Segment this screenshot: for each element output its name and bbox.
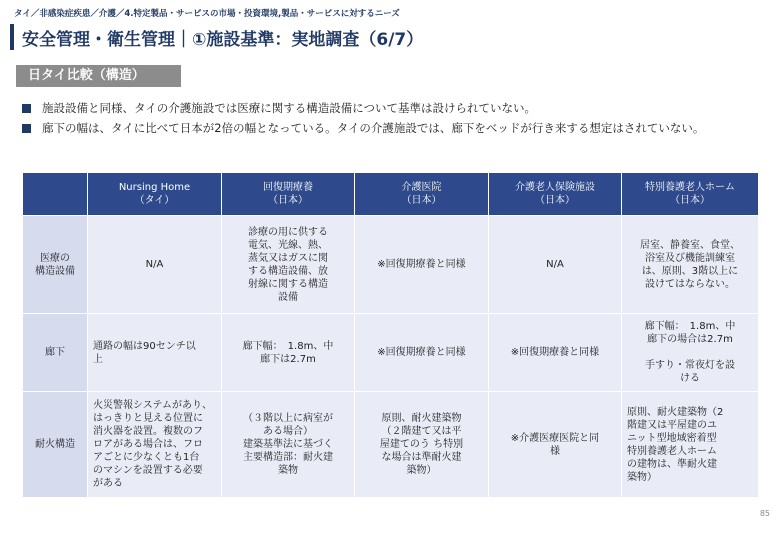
table-cell: ※介護医療医院と同 様 [489,392,622,498]
square-bullet-icon [22,124,31,133]
table-cell: N/A [88,216,222,314]
breadcrumb: タイ／非感染症疾患／介護／4.特定製品・サービスの市場・投資環境,製品・サービスに対するニーズ [14,9,400,19]
bullet-text: 廊下の幅は、タイに比べて日本が2倍の幅となっている。タイの介護施設では、廊下をベッドが行き来する想定はされていない。 [42,121,705,135]
bullet-list [22,98,762,138]
table-header-cell: 回復期療養 （日本） [222,173,355,216]
bullet-item [22,118,762,138]
bullet-text: 施設設備と同様、タイの介護施設では医療に関する構造設備について基準は設けられていない。 [42,101,537,115]
table-cell: 原則、耐火建築物（2 階建又は平屋建のユ ニット型地域密着型 特別養護老人ホーム の建物は、準耐火建 築物） [622,392,759,498]
table-header-cell: 特別養護老人ホーム （日本） [622,173,759,216]
table-cell: （３階以上に病室が ある場合） 建築基準法に基づく 主要構造部：耐火建 築物 [222,392,355,498]
table-row [23,216,759,314]
row-header-cell: 医療の 構造設備 [23,216,88,314]
table-cell: 火災警報システムがあり、 はっきりと見える位置に 消火器を設置。複数のフ ロアがある場合は、フロ アごとに少なくとも1台 のマシンを設置する必要 がある [88,392,222,498]
table-cell: N/A [489,216,622,314]
table-header-cell: 介護老人保険施設 （日本） [489,173,622,216]
table-cell: 廊下幅： 1.8m、中 廊下の場合は2.7m 手すり・常夜灯を設 ける [622,314,759,392]
table-row [23,314,759,392]
table-cell: 診療の用に供する 電気、光線、熱、 蒸気又はガスに関 する構造設備、放 射線に関する構造 設備 [222,216,355,314]
table-cell: 居室、静養室、食堂、 浴室及び機能訓練室 は、原則、3階以上に 設けてはならない。 [622,216,759,314]
table-cell: 通路の幅は90センチ以 上 [88,314,222,392]
table-header-cell: Nursing Home （タイ） [88,173,222,216]
row-header-cell: 廊下 [23,314,88,392]
table-cell: ※回復期療養と同様 [489,314,622,392]
bullet-item [22,98,762,118]
page-title: 安全管理・衛生管理｜①施設基準：実地調査（6/7） [22,30,424,50]
table-header-cell: 介護医院 （日本） [355,173,489,216]
page-number: 85 [759,509,770,518]
title-accent-bar [10,24,14,50]
section-subheading: 日タイ比較（構造） [16,65,181,87]
table-cell: 原則、耐火建築物 （２階建て又は平 屋建てのう ち特別 な場合は準耐火建 築物） [355,392,489,498]
table-row [23,392,759,498]
table-header-row [23,173,759,216]
comparison-table [22,172,759,498]
table-cell: ※回復期療養と同様 [355,216,489,314]
row-header-cell: 耐火構造 [23,392,88,498]
table-cell: ※回復期療養と同様 [355,314,489,392]
table-header-cell [23,173,88,216]
square-bullet-icon [22,104,31,113]
table-cell: 廊下幅： 1.8m、中 廊下は2.7m [222,314,355,392]
